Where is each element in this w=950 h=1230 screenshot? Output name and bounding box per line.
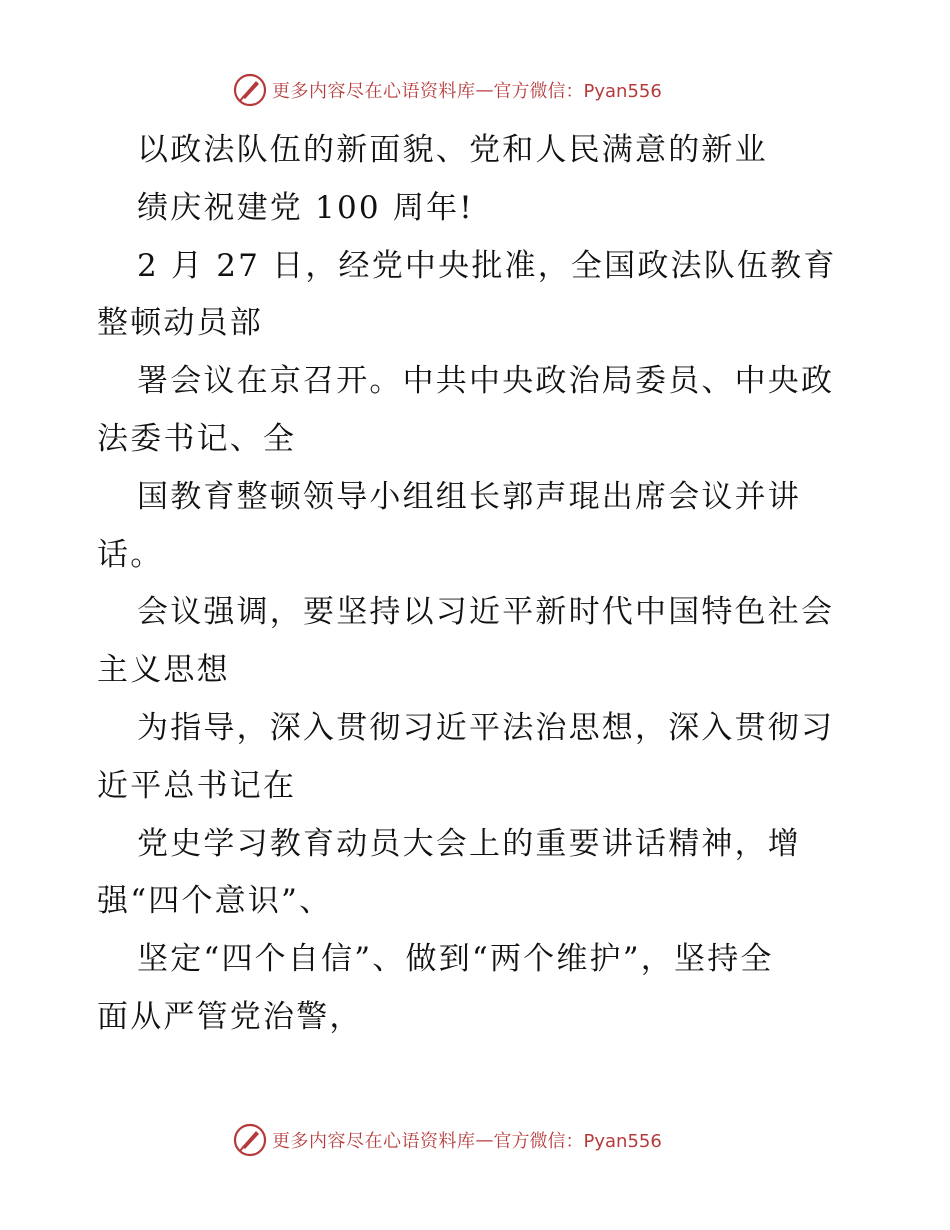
text-line: 整顿动员部 — [97, 305, 263, 342]
quill-pen-seal-icon — [232, 72, 268, 108]
text-line: 以政法队伍的新面貌、党和人民满意的新业 — [137, 132, 768, 168]
header-brand-text: 更多内容尽在心语资料库 — [272, 81, 476, 102]
header-dash: — — [475, 79, 494, 101]
text-line: 强“四个意识”、 — [97, 883, 333, 920]
text-line: 国教育整顿领导小组组长郭声琨出席会议并讲 — [137, 478, 801, 515]
text-line: 会议强调，要坚持以习近平新时代中国特色社会 — [137, 594, 835, 631]
text-line: 署会议在京召开。中共中央政治局委员、中央政 — [137, 363, 835, 400]
header-banner — [232, 70, 662, 110]
text-line: 近平总书记在 — [97, 767, 297, 804]
text-line: 面从严管党治警， — [97, 998, 363, 1035]
text-line: 主义思想 — [97, 652, 230, 689]
text-line: 绩庆祝建党 100 周年! — [137, 189, 474, 226]
footer-brand-text: 更多内容尽在心语资料库 — [272, 1131, 476, 1152]
text-line: 话。 — [97, 536, 164, 573]
footer-wechat-text: 官方微信：Pyan556 — [493, 1131, 662, 1152]
footer-banner — [232, 1120, 662, 1160]
article-body — [97, 122, 857, 1047]
text-line: 法委书记、全 — [97, 420, 297, 457]
text-line: 为指导，深入贯彻习近平法治思想，深入贯彻习 — [137, 709, 835, 746]
text-line: 党史学习教育动员大会上的重要讲话精神，增 — [137, 825, 801, 862]
text-line: 2 月 27 日，经党中央批准，全国政法队伍教育 — [137, 247, 837, 284]
header-wechat-text: 官方微信：Pyan556 — [493, 81, 662, 102]
text-line: 坚定“四个自信”、做到“两个维护”，坚持全 — [137, 941, 774, 978]
footer-dash: — — [475, 1129, 494, 1151]
quill-pen-seal-icon — [232, 1122, 268, 1158]
